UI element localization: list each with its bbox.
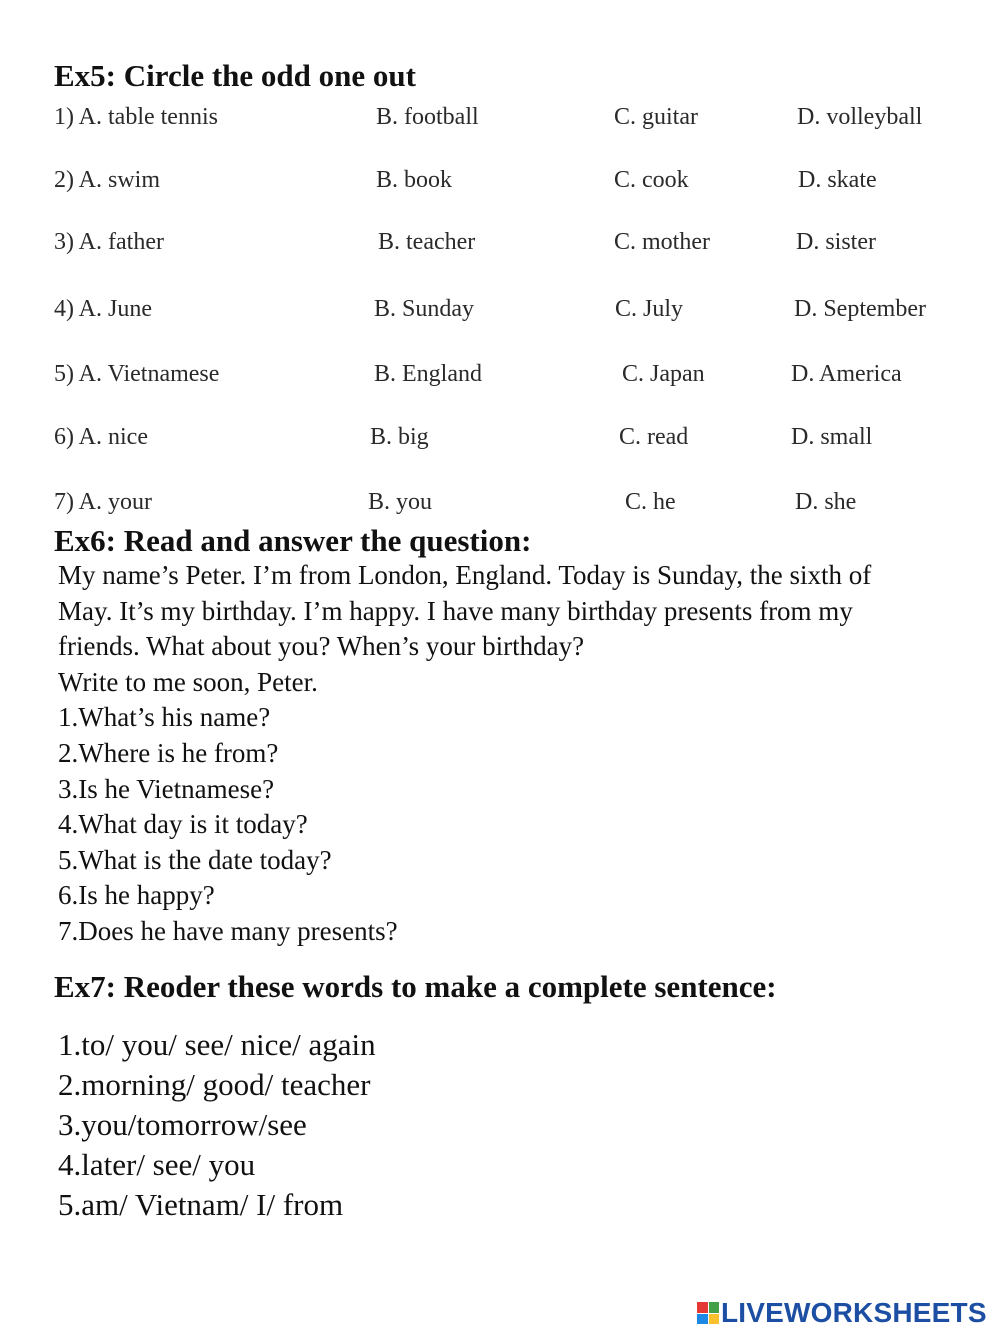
- ex5-row7-option-d[interactable]: D. she: [795, 489, 857, 515]
- brand-name: LIVEWORKSHEETS: [721, 1297, 987, 1328]
- ex7-title: Ex7: Reoder these words to make a complete sentence:: [54, 969, 777, 1004]
- ex7-item-list: [58, 1025, 658, 1225]
- passage-line: My name’s Peter. I’m from London, England. Today is Sunday, the sixth of: [58, 560, 872, 590]
- ex5-row4-option-c[interactable]: C. July: [615, 296, 684, 322]
- ex6-question-6: 6.Is he happy?: [58, 880, 215, 911]
- ex5-row7-option-a[interactable]: 7) A. your: [54, 489, 152, 515]
- ex5-row4-option-b[interactable]: B. Sunday: [374, 296, 475, 322]
- ex5-row6-option-b[interactable]: B. big: [370, 424, 429, 450]
- passage-line: friends. What about you? When’s your birthday?: [58, 631, 585, 662]
- ex5-row6-option-c[interactable]: C. read: [619, 424, 689, 450]
- ex6-question-5: 5.What is the date today?: [58, 844, 332, 875]
- ex5-row2-option-c[interactable]: C. cook: [614, 167, 689, 193]
- ex5-row1-option-c[interactable]: C. guitar: [614, 104, 698, 130]
- ex6-question-4: 4.What day is it today?: [58, 809, 308, 840]
- ex5-title: Ex5: Circle the odd one out: [54, 58, 416, 93]
- ex5-row3-option-b[interactable]: B. teacher: [378, 229, 476, 255]
- ex6-reading-passage: [58, 558, 973, 950]
- ex5-row6-option-a[interactable]: 6) A. nice: [54, 424, 148, 450]
- ex6-question-3: 3.Is he Vietnamese?: [58, 773, 275, 804]
- ex7-item-4: 4.later/ see/ you: [58, 1147, 256, 1182]
- ex7-item-3: 3.you/tomorrow/see: [58, 1107, 307, 1142]
- ex5-row5-option-c[interactable]: C. Japan: [622, 361, 705, 387]
- passage-line: Write to me soon, Peter.: [58, 666, 318, 697]
- ex5-row5-option-b[interactable]: B. England: [374, 361, 482, 387]
- ex5-row5-option-d[interactable]: D. America: [791, 361, 902, 387]
- ex5-row1-option-d[interactable]: D. volleyball: [797, 104, 923, 130]
- liveworksheets-brand: [697, 1296, 987, 1330]
- ex7-item-5: 5.am/ Vietnam/ I/ from: [58, 1187, 344, 1222]
- ex5-row2-option-b[interactable]: B. book: [376, 167, 453, 193]
- ex5-row2-option-a[interactable]: 2) A. swim: [54, 167, 161, 193]
- ex5-row3-option-d[interactable]: D. sister: [796, 229, 876, 255]
- ex5-row4-option-d[interactable]: D. September: [794, 296, 926, 322]
- ex7-item-1: 1.to/ you/ see/ nice/ again: [58, 1027, 376, 1062]
- ex5-row6-option-d[interactable]: D. small: [791, 424, 873, 450]
- ex5-row5-option-a[interactable]: 5) A. Vietnamese: [54, 361, 220, 387]
- ex6-title: Ex6: Read and answer the question:: [54, 523, 532, 558]
- ex5-row7-option-b[interactable]: B. you: [368, 489, 433, 515]
- ex5-row2-option-d[interactable]: D. skate: [798, 167, 877, 193]
- ex5-row7-option-c[interactable]: C. he: [625, 489, 676, 515]
- ex7-item-2: 2.morning/ good/ teacher: [58, 1067, 371, 1102]
- ex6-question-7: 7.Does he have many presents?: [58, 915, 398, 946]
- ex5-row1-option-a[interactable]: 1) A. table tennis: [54, 104, 218, 130]
- ex5-row1-option-b[interactable]: B. football: [376, 104, 479, 130]
- passage-line: May. It’s my birthday. I’m happy. I have many birthday presents from my: [58, 595, 853, 626]
- ex6-question-1: 1.What’s his name?: [58, 702, 271, 733]
- ex5-row3-option-c[interactable]: C. mother: [614, 229, 710, 255]
- liveworksheets-logo-icon: [697, 1302, 719, 1324]
- ex5-row4-option-a[interactable]: 4) A. June: [54, 296, 152, 322]
- ex6-question-2: 2.Where is he from?: [58, 737, 279, 768]
- ex5-row3-option-a[interactable]: 3) A. father: [54, 229, 164, 255]
